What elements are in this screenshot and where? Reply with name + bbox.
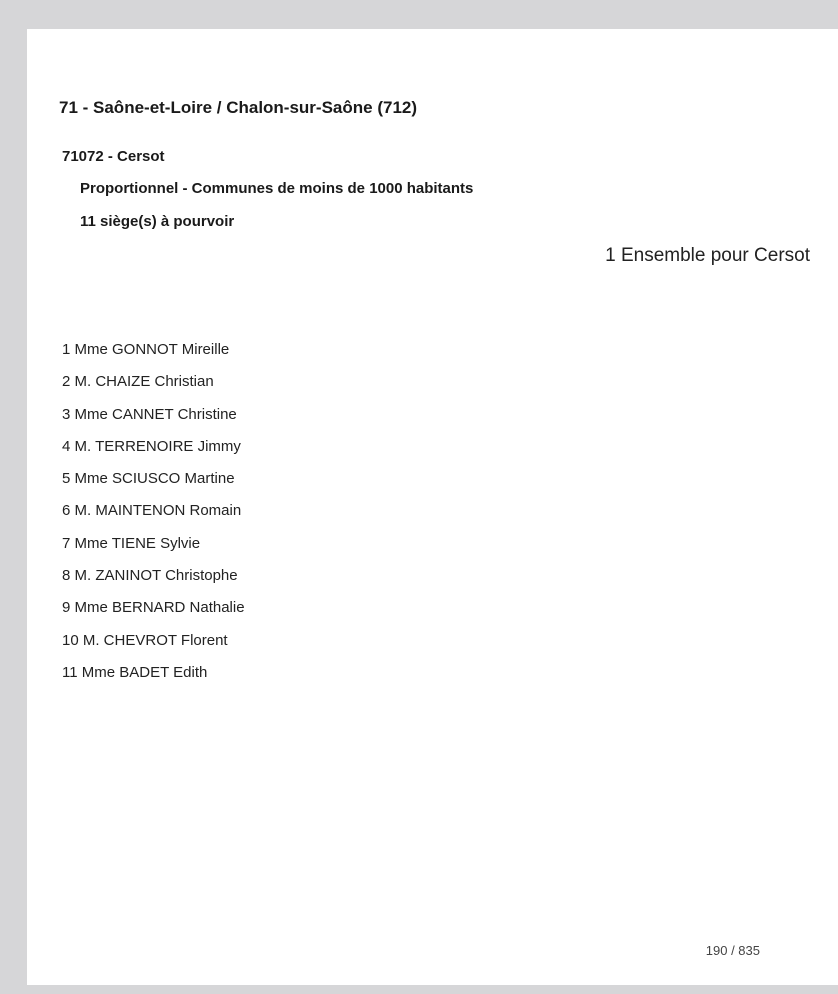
document-page [27, 29, 838, 985]
candidate-item: 6 M. MAINTENON Romain [62, 502, 242, 520]
candidate-item: 5 Mme SCIUSCO Martine [62, 470, 235, 488]
candidate-item: 2 M. CHAIZE Christian [62, 373, 214, 391]
seats-count: 11 siège(s) à pourvoir [80, 213, 235, 230]
department-header: 71 - Saône-et-Loire / Chalon-sur-Saône (712) [59, 98, 418, 117]
commune-header: 71072 - Cersot [62, 148, 165, 165]
list-name: 1 Ensemble pour Cersot [605, 245, 810, 266]
page-number: 190 / 835 [705, 943, 760, 958]
candidate-item: 8 M. ZANINOT Christophe [62, 567, 238, 585]
candidate-item: 4 M. TERRENOIRE Jimmy [62, 437, 241, 455]
candidate-item: 11 Mme BADET Edith [62, 663, 208, 681]
candidate-item: 7 Mme TIENE Sylvie [62, 534, 201, 552]
scrutin-type: Proportionnel - Communes de moins de 1000 habitants [80, 180, 474, 197]
candidate-item: 9 Mme BERNARD Nathalie [62, 599, 245, 617]
candidate-list [62, 341, 245, 696]
candidate-item: 10 M. CHEVROT Florent [62, 631, 228, 649]
candidate-item: 3 Mme CANNET Christine [62, 405, 237, 423]
candidate-item: 1 Mme GONNOT Mireille [62, 341, 230, 358]
